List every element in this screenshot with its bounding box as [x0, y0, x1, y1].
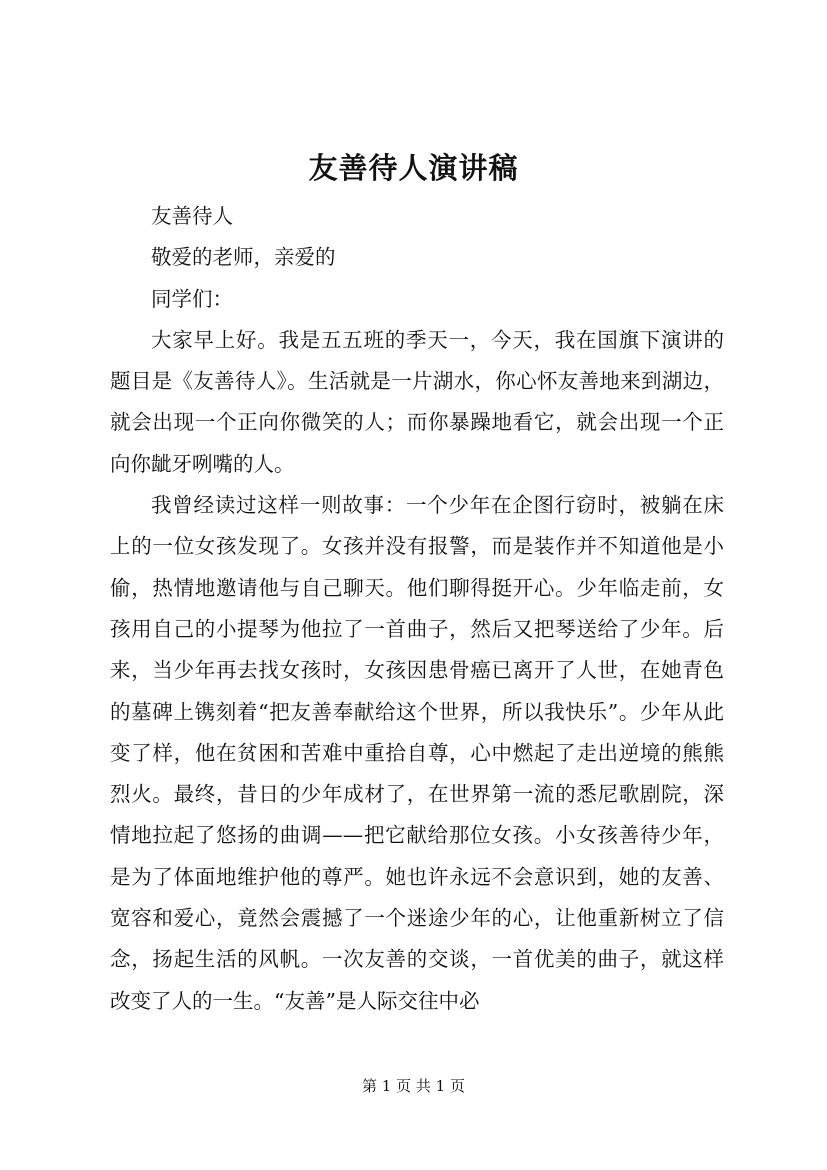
paragraph-story: 我曾经读过这样一则故事：一个少年在企图行窃时，被躺在床上的一位女孩发现了。女孩并没有报警，而是装作并不知道他是小偷，热情地邀请他与自己聊天。他们聊得挺开心。少年临走前，女孩用自己的小提琴为他拉了一首曲子，然后又把琴送给了少年。后来，当少年再去找女孩时，女孩因患骨癌已离开了人世，在她青色的墓碑上镌刻着“把友善奉献给这个世界，所以我快乐”。少年从此变了样，他在贫困和苦难中重拾自尊，心中燃起了走出逆境的熊熊烈火。最终，昔日的少年成材了，在世界第一流的悉尼歌剧院，深情地拉起了悠扬的曲调——把它献给那位女孩。小女孩善待少年，是为了体面地维护他的尊严。她也许永远不会意识到，她的友善、宽容和爱心，竟然会震撼了一个迷途少年的心，让他重新树立了信念，扬起生活的风帆。一次友善的交谈，一首优美的曲子，就这样改变了人的一生。“友善”是人际交往中必 [110, 493, 724, 1013]
document-title: 友善待人演讲稿 [308, 151, 519, 185]
paragraph-subtitle: 友善待人 [151, 204, 233, 228]
paragraph-intro: 大家早上好。我是五五班的季天一，今天，我在国旗下演讲的题目是《友善待人》。生活就是一片湖水，你心怀友善地来到湖边，就会出现一个正向你微笑的人；而你暴躁地看它，就会出现一个正向你龇牙咧嘴的人。 [110, 327, 724, 476]
paragraph-salutation: 敬爱的老师，亲爱的 [151, 245, 336, 270]
paragraph-salutation-cont: 同学们： [151, 286, 233, 311]
page-footer: 第 1 页 共 1 页 [362, 1077, 465, 1095]
document-body [110, 196, 724, 1022]
